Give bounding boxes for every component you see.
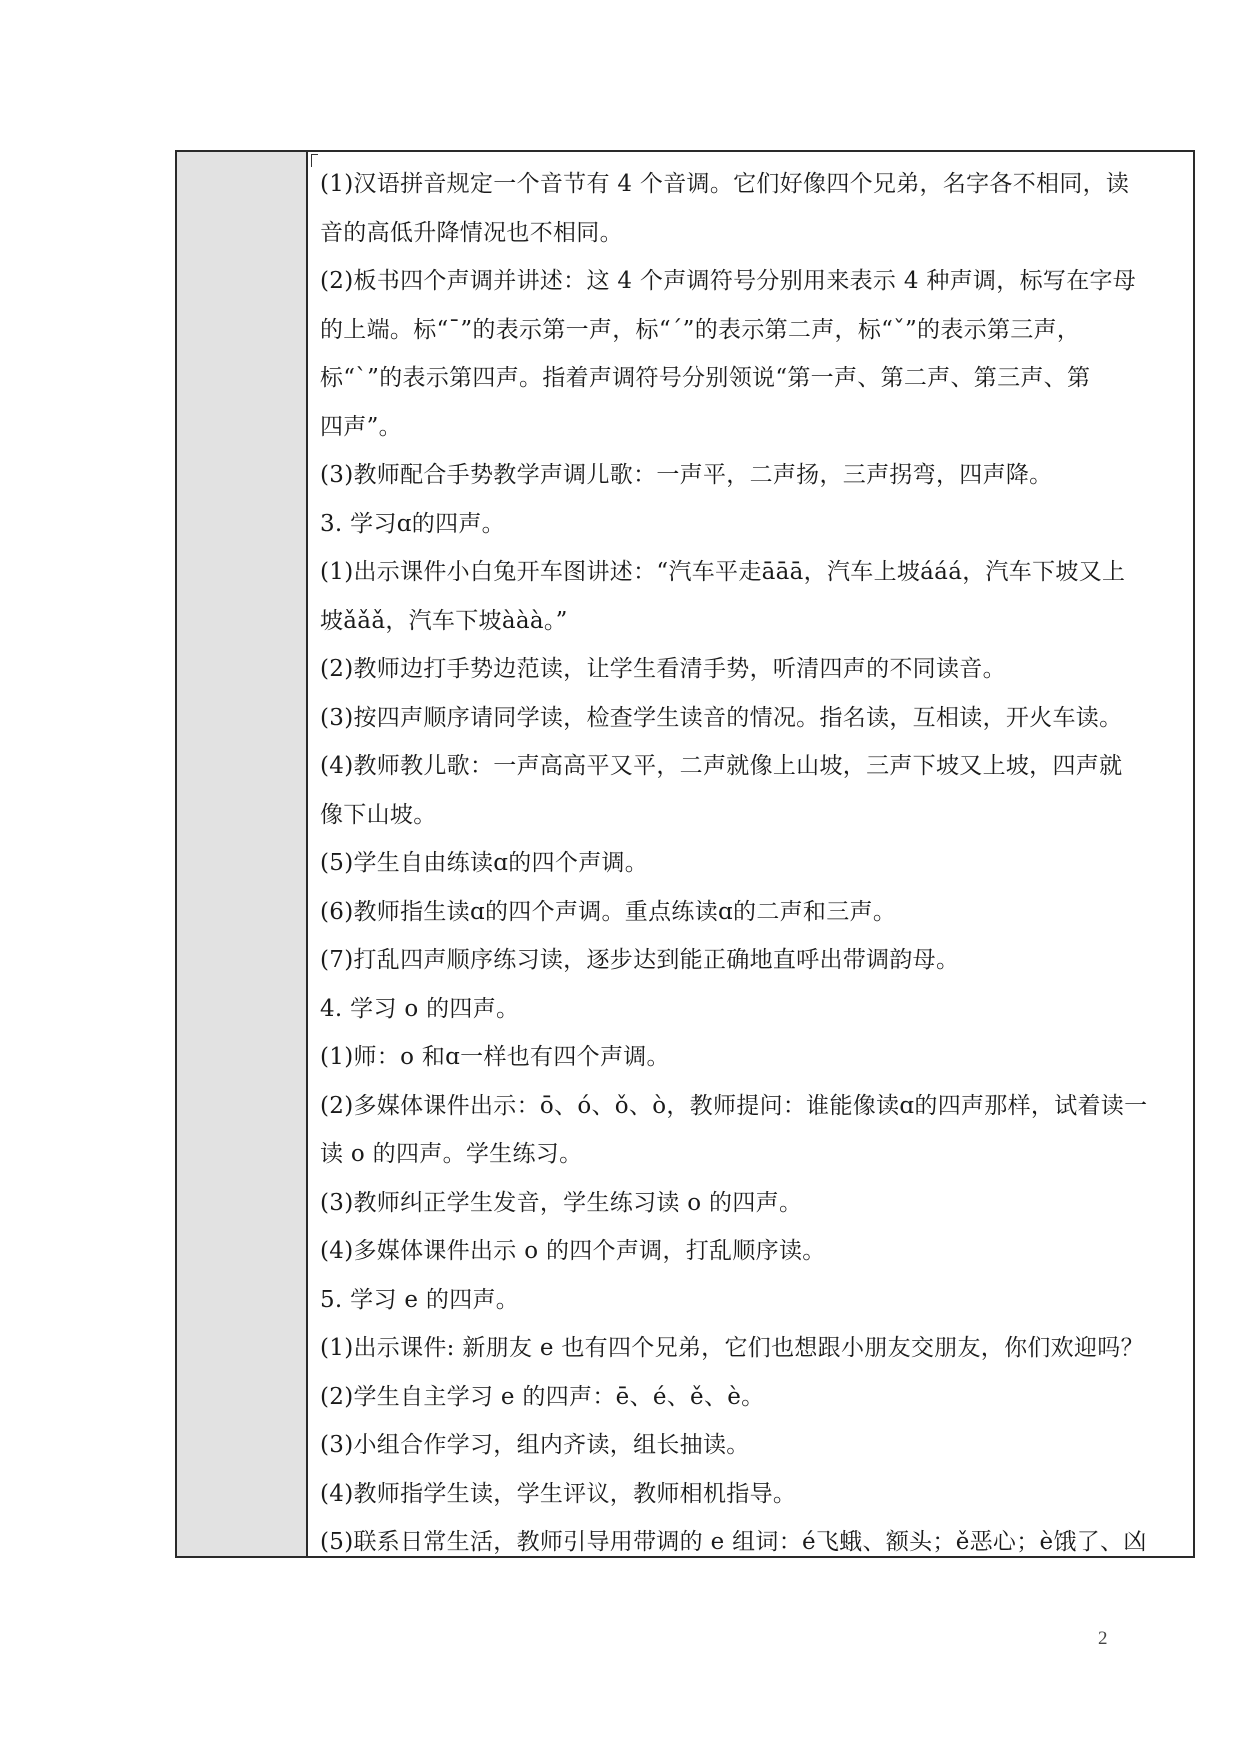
text-line: (2)多媒体课件出示：ō、ó、ǒ、ò，教师提问：谁能像读ɑ的四声那样，试着读一 [320,1092,1148,1119]
text-line: 四声”。 [320,413,402,440]
text-line: (6)教师指生读ɑ的四个声调。重点练读ɑ的二声和三声。 [320,898,897,925]
text-line: 像下山坡。 [320,801,437,828]
text-line: (4)教师指学生读，学生评议，教师相机指导。 [320,1480,797,1507]
text-line: (1)师：o 和ɑ一样也有四个声调。 [320,1044,670,1070]
text-line: (3)按四声顺序请同学读，检查学生读音的情况。指名读，互相读，开火车读。 [320,704,1123,731]
text-line: (2)教师边打手势边范读，让学生看清手势，听清四声的不同读音。 [320,656,1006,682]
text-line: (3)教师纠正学生发音，学生练习读 o 的四声。 [320,1189,803,1216]
text-line: (4)教师教儿歌：一声高高平又平，二声就像上山坡，三声下坡又上坡，四声就 [320,753,1123,779]
text-line: 音的高低升降情况也不相同。 [320,219,623,246]
text-line: (5)学生自由练读ɑ的四个声调。 [320,850,649,876]
right-column-cell [308,152,1193,1556]
section-heading: 4. 学习 o 的四声。 [320,995,520,1022]
content-table [175,150,1195,1558]
text-line: (1)汉语拼音规定一个音节有 4 个音调。它们好像四个兄弟，名字各不相同，读 [320,171,1130,197]
text-line: (3)小组合作学习，组内齐读，组长抽读。 [320,1432,750,1458]
text-line: (4)多媒体课件出示 o 的四个声调，打乱顺序读。 [320,1238,826,1264]
section-heading: 5. 学习 e 的四声。 [320,1286,520,1313]
text-line: (3)教师配合手势教学声调儿歌：一声平，二声扬，三声拐弯，四声降。 [320,462,1053,488]
text-line: (1)出示课件小白兔开车图讲述：“汽车平走āāā，汽车上坡ááá，汽车下坡又上 [320,559,1126,585]
text-line: (2)学生自主学习 e 的四声：ē、é、ě、è。 [320,1383,765,1410]
text-line: (2)板书四个声调并讲述：这 4 个声调符号分别用来表示 4 种声调，标写在字母 [320,268,1137,294]
text-line: 的上端。标“ˉ”的表示第一声，标“ˊ”的表示第二声，标“ˇ”的表示第三声， [320,316,1081,343]
corner-mark [311,154,318,167]
page-number: 2 [1098,1628,1108,1649]
text-line: 标“ˋ”的表示第四声。指着声调符号分别领说“第一声、第二声、第三声、第 [320,365,1091,391]
section-heading: 3. 学习ɑ的四声。 [320,510,505,537]
left-column-cell [177,152,308,1556]
text-line: (1)出示课件: 新朋友 e 也有四个兄弟，它们也想跟小朋友交朋友，你们欢迎吗？ [320,1335,1144,1361]
text-line: 坡ǎǎǎ，汽车下坡ààà。” [320,607,568,634]
text-line: (5)联系日常生活，教师引导用带调的 e 组词：é飞蛾、额头；ě恶心；è饿了、凶 [320,1529,1147,1555]
text-line: (7)打乱四声顺序练习读，逐步达到能正确地直呼出带调韵母。 [320,947,960,973]
text-line: 读 o 的四声。学生练习。 [320,1141,583,1167]
